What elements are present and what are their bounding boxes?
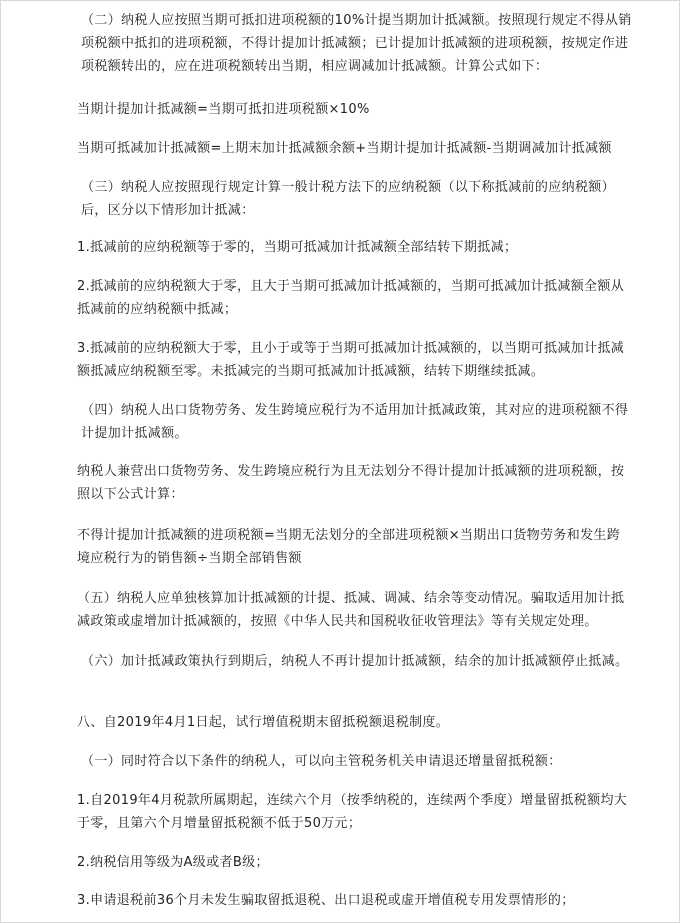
paragraph-8: （四）纳税人出口货物劳务、发生跨境应税行为不适用加计抵减政策，其对应的进项税额不得计提加计抵减额。	[81, 403, 629, 441]
paragraph-15: 1.自2019年4月税款所属期起，连续六个月（按季纳税的，连续两个季度）增量留抵税额均大于零，且第六个月增量留抵税额不低于50万元；	[77, 793, 628, 831]
paragraph-5: 1.抵减前的应纳税额等于零的，当期可抵减加计抵减额全部结转下期抵减；	[77, 240, 518, 255]
paragraph-1: （二）纳税人应按照当期可抵扣进项税额的10%计提当期加计抵减额。按照现行规定不得从销项税额中抵扣的进项税额，不得计提加计抵减额；已计提加计抵减额的进项税额，按规定作进项税额转出的，应在进项税额转出当期，相应调减加计抵减额。计算公式如下：	[81, 13, 632, 74]
paragraph-2: 当期计提加计抵减额=当期可抵扣进项税额×10%	[77, 102, 370, 117]
paragraph-17: 3.申请退税前36个月未发生骗取留抵退税、出口退税或虚开增值税专用发票情形的；	[77, 893, 575, 908]
paragraph-6: 2.抵减前的应纳税额大于零，且大于当期可抵减加计抵减额的，当期可抵减加计抵减额全额从抵减前的应纳税额中抵减；	[77, 279, 625, 317]
paragraph-14: （一）同时符合以下条件的纳税人，可以向主管税务机关申请退还增量留抵税额：	[81, 754, 562, 769]
paragraph-9: 纳税人兼营出口货物劳务、发生跨境应税行为且无法划分不得计提加计抵减额的进项税额，按照以下公式计算：	[77, 464, 625, 502]
paragraph-3: 当期可抵减加计抵减额=上期末加计抵减额余额+当期计提加计抵减额-当期调减加计抵减额	[77, 141, 612, 156]
paragraph-16: 2.纳税信用等级为A级或者B级；	[77, 855, 269, 870]
paragraph-7: 3.抵减前的应纳税额大于零，且小于或等于当期可抵减加计抵减额的，以当期可抵减加计抵减额抵减应纳税额至零。未抵减完的当期可抵减加计抵减额，结转下期继续抵减。	[77, 341, 625, 379]
paragraph-12: （六）加计抵减政策执行到期后，纳税人不再计提加计抵减额，结余的加计抵减额停止抵减。	[81, 654, 629, 669]
paragraph-13: 八、自2019年4月1日起，试行增值税期末留抵税额退税制度。	[77, 715, 450, 730]
paragraph-11: （五）纳税人应单独核算加计抵减额的计提、抵减、调减、结余等变动情况。骗取适用加计抵减政策或虚增加计抵减额的，按照《中华人民共和国税收征收管理法》等有关规定处理。	[77, 591, 625, 629]
paragraph-10: 不得计提加计抵减额的进项税额=当期无法划分的全部进项税额×当期出口货物劳务和发生跨境应税行为的销售额÷当期全部销售额	[77, 528, 621, 566]
paragraph-4: （三）纳税人应按照现行规定计算一般计税方法下的应纳税额（以下称抵减前的应纳税额）后，区分以下情形加计抵减：	[81, 180, 616, 218]
